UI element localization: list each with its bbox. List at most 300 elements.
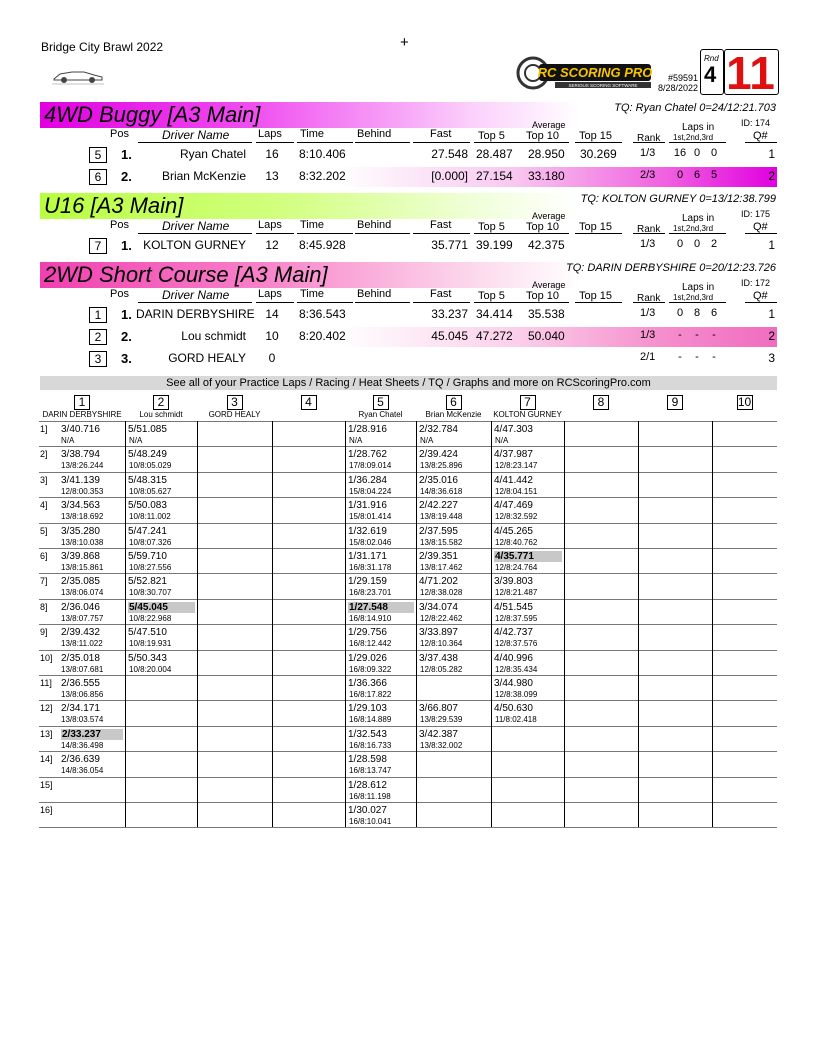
col-behind: Behind: [357, 288, 392, 300]
lap-position-time: 5/52.821: [128, 576, 167, 588]
grid-column-driver: Brian McKenzie: [425, 410, 482, 419]
laps-count: 14: [265, 307, 279, 321]
col-laps-in-sub: 1st,2nd,3rd: [673, 133, 714, 142]
laps-in-first: -: [678, 351, 682, 363]
col-laps-in: Laps in: [682, 122, 715, 133]
grid-column-number[interactable]: 5: [373, 395, 389, 410]
round-number: 4: [704, 62, 717, 87]
car-number-box[interactable]: 1: [89, 307, 107, 323]
car-number-box[interactable]: 7: [89, 238, 107, 254]
grid-column-line: [564, 421, 565, 827]
lap-position-time: 5/59.710: [128, 551, 167, 562]
lap-elapsed: 16/8:11.198: [349, 791, 391, 801]
top5-average: 47.272: [476, 329, 513, 343]
laps-in-second: 6: [693, 169, 701, 181]
lap-position-time: 3/34.563: [61, 500, 100, 512]
laps-in-second: -: [695, 351, 699, 363]
top5-average: 34.414: [476, 307, 513, 321]
header-underline: [633, 233, 665, 234]
lap-elapsed: 13/8:07.681: [61, 664, 104, 674]
laps-in-first: 0: [676, 238, 684, 250]
car-number-box[interactable]: 2: [89, 329, 107, 345]
lap-position-time: 2/39.351: [419, 551, 458, 562]
col-rank: Rank: [637, 293, 661, 304]
lap-position-time: 4/42.737: [494, 627, 533, 639]
col-top10: Top 10: [526, 130, 560, 142]
driver-name[interactable]: Lou schmidt: [181, 329, 246, 343]
lap-elapsed: 10/8:07.326: [129, 537, 172, 547]
qualify-number: 2: [768, 329, 775, 343]
class-title: U16 [A3 Main]: [44, 193, 184, 218]
lap-position-time: 4/51.545: [494, 601, 533, 613]
lap-position-time: 1/28.762: [348, 449, 387, 461]
lap-elapsed: 12/8:24.764: [495, 563, 538, 572]
fast-lap: 45.045: [431, 329, 468, 343]
col-rank: Rank: [637, 224, 661, 235]
grid-column-number[interactable]: 6: [446, 395, 462, 410]
class-title: 2WD Short Course [A3 Main]: [44, 262, 328, 287]
lap-elapsed: 10/8:27.556: [129, 563, 172, 572]
lap-position-time: 4/37.987: [494, 449, 533, 461]
lap-position-time: 4/47.303: [494, 424, 533, 435]
lap-position-time: 5/48.249: [128, 449, 167, 461]
total-time: 8:45.928: [299, 238, 346, 252]
laps-in-third: -: [712, 329, 716, 341]
tq-label: TQ: Ryan Chatel 0=24/12:21.703: [614, 102, 776, 114]
lap-elapsed: 10/8:05.029: [129, 461, 172, 471]
col-average: Average: [532, 211, 566, 221]
lap-position-time: 4/71.202: [419, 576, 458, 588]
laps-in-second: 8: [693, 307, 701, 319]
lap-elapsed: 12/8:10.364: [420, 639, 463, 649]
col-average: Average: [532, 120, 566, 130]
lap-elapsed: 13/8:11.022: [61, 639, 103, 649]
qualify-number: 1: [768, 307, 775, 321]
lap-position-time: 1/29.026: [348, 652, 387, 664]
lap-position-time: 1/32.619: [348, 525, 387, 537]
lap-position-time: 3/35.280: [61, 525, 100, 537]
lap-position-time: 3/42.387: [419, 728, 458, 740]
qualify-number: 3: [768, 351, 775, 365]
col-top10: Top 10: [526, 290, 560, 302]
tq-label: TQ: DARIN DERBYSHIRE 0=20/12:23.726: [565, 262, 776, 274]
lap-position-time: 1/28.612: [348, 779, 387, 791]
lap-position-time: 3/38.794: [61, 449, 100, 461]
finish-position: 2.: [121, 169, 132, 184]
lap-number: 6]: [40, 551, 48, 561]
top10-average: 50.040: [528, 329, 565, 343]
lap-position-time: 2/42.227: [419, 500, 458, 512]
lap-position-time: 1/29.103: [348, 703, 387, 715]
lap-position-time: 5/47.510: [128, 627, 167, 639]
laps-in-second: 0: [693, 147, 701, 159]
header-underline: [355, 302, 410, 303]
lap-position-time: 3/39.868: [61, 551, 100, 562]
qualify-number: 1: [768, 147, 775, 161]
total-time: 8:10.406: [299, 147, 346, 161]
col-top15: Top 15: [579, 221, 613, 233]
grid-row-line: [39, 802, 777, 803]
col-pos: Pos: [110, 128, 129, 140]
lap-elapsed: 17/8:09.014: [349, 461, 392, 471]
laps-count: 12: [265, 238, 279, 252]
top15-average: 30.269: [580, 147, 617, 161]
header-underline: [745, 302, 777, 303]
laps-in-first: -: [678, 329, 682, 341]
header-underline: [138, 142, 252, 143]
lap-number: 1]: [40, 424, 48, 434]
top5-average: 28.487: [476, 147, 513, 161]
lap-elapsed: N/A: [129, 436, 143, 445]
col-q: Q#: [753, 290, 768, 302]
rank-value: 2/1: [640, 351, 656, 363]
round-label: Rnd: [704, 54, 719, 63]
col-time: Time: [300, 128, 325, 140]
finish-position: 1.: [121, 307, 132, 322]
header-underline: [522, 302, 569, 303]
lap-position-time: 1/28.598: [348, 754, 387, 766]
header-underline: [355, 233, 410, 234]
col-top15: Top 15: [579, 130, 613, 142]
lap-elapsed: 10/8:05.627: [129, 486, 172, 496]
grid-column-number[interactable]: 3: [227, 395, 243, 410]
laps-in-third: 5: [710, 169, 718, 181]
grid-column-driver: GORD HEALY: [208, 410, 261, 419]
lap-position-time: 3/37.438: [419, 652, 458, 664]
driver-name[interactable]: GORD HEALY: [168, 351, 246, 365]
grid-row-line: [39, 726, 777, 727]
lap-elapsed: 12/8:32.592: [495, 512, 538, 522]
lap-elapsed: N/A: [420, 436, 434, 445]
lap-position-time: 2/39.424: [419, 449, 458, 461]
grid-column-driver: DARIN DERBYSHIRE: [42, 410, 122, 419]
grid-column-line: [345, 421, 346, 827]
lap-number: 3]: [40, 474, 48, 485]
grid-column-number[interactable]: 10: [737, 395, 752, 409]
col-time: Time: [300, 219, 325, 231]
lap-elapsed: 13/8:10.038: [61, 537, 104, 547]
col-laps-in-sub: 1st,2nd,3rd: [673, 224, 714, 233]
fast-lap: [0.000]: [431, 169, 468, 183]
grid-row-line: [39, 777, 777, 778]
lap-position-time: 1/29.159: [348, 576, 387, 588]
col-fast: Fast: [430, 128, 452, 140]
lap-position-time: 2/35.085: [61, 576, 100, 588]
lap-elapsed: 10/8:30.707: [129, 588, 172, 598]
tq-label: TQ: KOLTON GURNEY 0=13/12:38.799: [580, 193, 776, 205]
race-id: #59591: [667, 73, 698, 83]
top5-average: 27.154: [476, 169, 513, 183]
lap-position-time: 3/33.897: [419, 627, 458, 639]
grid-column-number[interactable]: 7: [520, 395, 536, 410]
grid-row-line: [39, 650, 777, 651]
col-rank: Rank: [637, 133, 661, 144]
grid-column-line: [416, 421, 417, 827]
grid-column-driver: KOLTON GURNEY: [493, 410, 562, 419]
grid-row-line: [39, 700, 777, 701]
lap-position-time: 3/66.807: [419, 703, 458, 715]
lap-number: 14]: [40, 754, 53, 765]
grid-row-line: [39, 573, 777, 574]
grid-row-line: [39, 497, 777, 498]
lap-position-time: 2/34.171: [61, 703, 100, 715]
header-underline: [575, 233, 622, 234]
lap-position-time: 2/36.046: [61, 601, 100, 613]
fast-lap: 33.237: [431, 307, 468, 321]
lap-elapsed: 16/8:14.889: [349, 715, 392, 725]
lap-position-time: 2/37.595: [419, 525, 458, 537]
grid-column-driver: Ryan Chatel: [358, 410, 403, 419]
rank-value: 1/3: [640, 238, 656, 250]
lap-number: 7]: [40, 576, 48, 587]
lap-position-time: 4/45.265: [494, 525, 533, 537]
laps-count: 13: [265, 169, 279, 183]
lap-elapsed: 16/8:10.041: [349, 817, 392, 826]
lap-elapsed: 12/8:38.099: [495, 690, 538, 699]
col-pos: Pos: [110, 219, 129, 231]
col-laps-in-sub: 1st,2nd,3rd: [673, 293, 714, 302]
fast-lap: 27.548: [431, 147, 468, 161]
header-underline: [575, 302, 622, 303]
lap-elapsed: 13/8:06.856: [61, 690, 104, 699]
lap-number: 11]: [40, 678, 52, 688]
lap-position-time: 4/47.469: [494, 500, 533, 512]
grid-column-line: [272, 421, 273, 827]
lap-elapsed: 16/8:12.442: [349, 639, 392, 649]
lap-elapsed: 11/8:02.418: [495, 715, 537, 725]
lap-position-time: 4/35.771: [494, 551, 562, 562]
lap-position-time: 3/41.139: [61, 474, 100, 486]
header-underline: [297, 233, 353, 234]
col-behind: Behind: [357, 219, 392, 231]
total-time: 8:32.202: [299, 169, 346, 183]
lap-position-time: 2/36.639: [61, 754, 100, 766]
col-top10: Top 10: [526, 221, 560, 233]
top5-average: 39.199: [476, 238, 513, 252]
lap-elapsed: 14/8:36.498: [61, 740, 104, 750]
laps-count: 10: [265, 329, 279, 343]
lap-elapsed: 13/8:07.757: [61, 613, 104, 623]
lap-position-time: 3/40.716: [61, 424, 100, 435]
driver-name[interactable]: Ryan Chatel: [179, 147, 246, 161]
lap-elapsed: 13/8:15.582: [420, 537, 463, 547]
finish-position: 1.: [121, 238, 132, 253]
header-underline: [745, 142, 777, 143]
col-laps-in: Laps in: [682, 282, 715, 293]
grid-column-line: [197, 421, 198, 827]
lap-elapsed: 13/8:29.539: [420, 715, 463, 725]
header-underline: [633, 142, 665, 143]
finish-position: 1.: [121, 147, 132, 162]
lap-position-time: 2/33.237: [61, 729, 123, 740]
header-underline: [355, 142, 410, 143]
lap-position-time: 1/28.916: [348, 424, 387, 435]
lap-position-time: 1/30.027: [348, 805, 387, 816]
lap-position-time: 4/41.442: [494, 474, 533, 486]
grid-column-number[interactable]: 1: [74, 395, 90, 410]
grid-row-line: [39, 472, 777, 473]
lap-number: 10]: [40, 652, 53, 663]
rank-value: 2/3: [640, 169, 656, 181]
qualify-number: 1: [768, 238, 775, 252]
grid-column-number[interactable]: 4: [301, 395, 317, 410]
lap-position-time: 5/50.343: [128, 652, 167, 664]
header-underline: [297, 142, 353, 143]
driver-name[interactable]: KOLTON GURNEY: [143, 238, 246, 252]
col-behind: Behind: [357, 128, 392, 140]
lap-elapsed: N/A: [495, 436, 509, 445]
col-driver: Driver Name: [162, 128, 230, 142]
rank-value: 1/3: [640, 329, 656, 341]
rank-value: 1/3: [640, 307, 656, 319]
promo-bar[interactable]: See all of your Practice Laps / Racing / Heat Sheets / TQ / Graphs and more on RCScoringPro.com: [40, 376, 777, 390]
total-time: 8:36.543: [299, 307, 346, 321]
car-number-box[interactable]: 5: [89, 147, 107, 163]
lap-number: 9]: [40, 627, 48, 638]
heat-number: 11: [726, 47, 775, 99]
header-underline: [256, 302, 294, 303]
lap-elapsed: 10/8:19.931: [129, 639, 172, 649]
class-id: ID: 175: [741, 209, 771, 219]
car-number-box[interactable]: 6: [89, 169, 107, 185]
grid-column-number[interactable]: 2: [153, 395, 169, 410]
lap-number: 12]: [40, 703, 53, 714]
lap-elapsed: 12/8:37.595: [495, 613, 538, 623]
laps-count: 16: [265, 147, 279, 161]
lap-elapsed: 15/8:02.046: [349, 537, 392, 547]
col-pos: Pos: [110, 288, 129, 300]
lap-number: 8]: [40, 601, 48, 612]
fast-lap: 35.771: [431, 238, 468, 252]
lap-elapsed: 13/8:18.692: [61, 512, 104, 522]
brand-name: RC SCORING PRO: [537, 65, 653, 80]
laps-count: 0: [268, 351, 276, 365]
lap-position-time: 1/31.916: [348, 500, 387, 512]
col-top15: Top 15: [579, 290, 613, 302]
lap-position-time: 1/36.366: [348, 678, 387, 689]
lap-elapsed: 13/8:17.462: [420, 563, 463, 572]
grid-column-number[interactable]: 9: [667, 395, 683, 410]
lap-number: 4]: [40, 500, 48, 511]
lap-elapsed: 12/8:40.762: [495, 537, 538, 547]
lap-position-time: 5/50.083: [128, 500, 167, 512]
lap-elapsed: 10/8:20.004: [129, 664, 172, 674]
header-underline: [575, 142, 622, 143]
col-q: Q#: [753, 221, 768, 233]
lap-elapsed: 16/8:13.747: [349, 766, 392, 776]
header-underline: [413, 233, 470, 234]
lap-position-time: 1/31.171: [348, 551, 387, 562]
laps-in-second: 0: [693, 238, 701, 250]
header-underline: [669, 233, 726, 234]
lap-position-time: 5/47.241: [128, 525, 167, 537]
qualify-number: 2: [768, 169, 775, 183]
lap-elapsed: 12/8:21.487: [495, 588, 538, 598]
lap-elapsed: 13/8:06.074: [61, 588, 104, 598]
driver-name[interactable]: DARIN DERBYSHIRE: [136, 307, 255, 321]
finish-position: 2.: [121, 329, 132, 344]
lap-position-time: 2/32.784: [419, 424, 458, 435]
col-driver: Driver Name: [162, 219, 230, 233]
car-number-box[interactable]: 3: [89, 351, 107, 367]
col-top5: Top 5: [478, 130, 505, 142]
lap-position-time: 1/27.548: [348, 602, 414, 613]
lap-elapsed: 15/8:04.224: [349, 486, 392, 496]
grid-column-number[interactable]: 8: [593, 395, 609, 410]
lap-position-time: 1/36.284: [348, 474, 387, 486]
header-underline: [138, 302, 252, 303]
grid-row-line: [39, 624, 777, 625]
lap-elapsed: 13/8:15.861: [61, 563, 104, 572]
lap-elapsed: 15/8:01.414: [349, 512, 392, 522]
lap-elapsed: 12/8:04.151: [495, 486, 538, 496]
lap-position-time: 4/50.630: [494, 703, 533, 715]
lap-position-time: 2/39.432: [61, 627, 100, 639]
rc-scoring-pro-logo: [515, 54, 655, 92]
lap-position-time: 5/45.045: [128, 602, 195, 613]
header-underline: [522, 233, 569, 234]
header-underline: [413, 142, 470, 143]
lap-elapsed: 13/8:25.896: [420, 461, 463, 471]
header-underline: [633, 302, 665, 303]
lap-number: 13]: [40, 728, 53, 739]
rank-value: 1/3: [640, 147, 656, 159]
laps-in-first: 16: [673, 147, 687, 159]
top10-average: 33.180: [528, 169, 565, 183]
lap-elapsed: 16/8:17.822: [349, 690, 392, 699]
col-top5: Top 5: [478, 221, 505, 233]
top10-average: 35.538: [528, 307, 565, 321]
class-title: 4WD Buggy [A3 Main]: [44, 102, 261, 127]
header-underline: [745, 233, 777, 234]
col-fast: Fast: [430, 219, 452, 231]
lap-elapsed: 13/8:26.244: [61, 461, 104, 471]
car-logo-icon: [50, 66, 106, 86]
lap-elapsed: 13/8:03.574: [61, 715, 104, 725]
brand-tagline: SERIOUS SCORING SOFTWARE: [568, 83, 638, 88]
top10-average: 42.375: [528, 238, 565, 252]
grid-row-line: [39, 827, 777, 828]
col-laps-in: Laps in: [682, 213, 715, 224]
lap-number: 15]: [40, 779, 53, 790]
header-underline: [256, 233, 294, 234]
lap-number: 16]: [40, 805, 53, 815]
laps-in-third: -: [712, 351, 716, 363]
driver-name[interactable]: Brian McKenzie: [161, 169, 246, 183]
laps-in-first: 0: [676, 169, 684, 181]
grid-column-line: [491, 421, 492, 827]
grid-row-line: [39, 751, 777, 752]
lap-number: 5]: [40, 525, 48, 536]
grid-row-line: [39, 548, 777, 549]
lap-elapsed: N/A: [61, 436, 75, 445]
lap-elapsed: 12/8:23.147: [495, 461, 538, 471]
col-time: Time: [300, 288, 325, 300]
col-fast: Fast: [430, 288, 452, 300]
lap-elapsed: 16/8:09.322: [349, 664, 392, 674]
class-id: ID: 172: [741, 278, 771, 288]
grid-column-line: [638, 421, 639, 827]
grid-row-line: [39, 675, 777, 676]
lap-elapsed: 12/8:38.028: [420, 588, 463, 598]
header-underline: [474, 233, 519, 234]
header-underline: [474, 302, 519, 303]
lap-elapsed: 16/8:23.701: [349, 588, 392, 598]
lap-position-time: 1/32.543: [348, 728, 387, 740]
lap-elapsed: 13/8:19.448: [420, 512, 463, 522]
col-driver: Driver Name: [162, 288, 230, 302]
lap-elapsed: N/A: [349, 436, 363, 445]
